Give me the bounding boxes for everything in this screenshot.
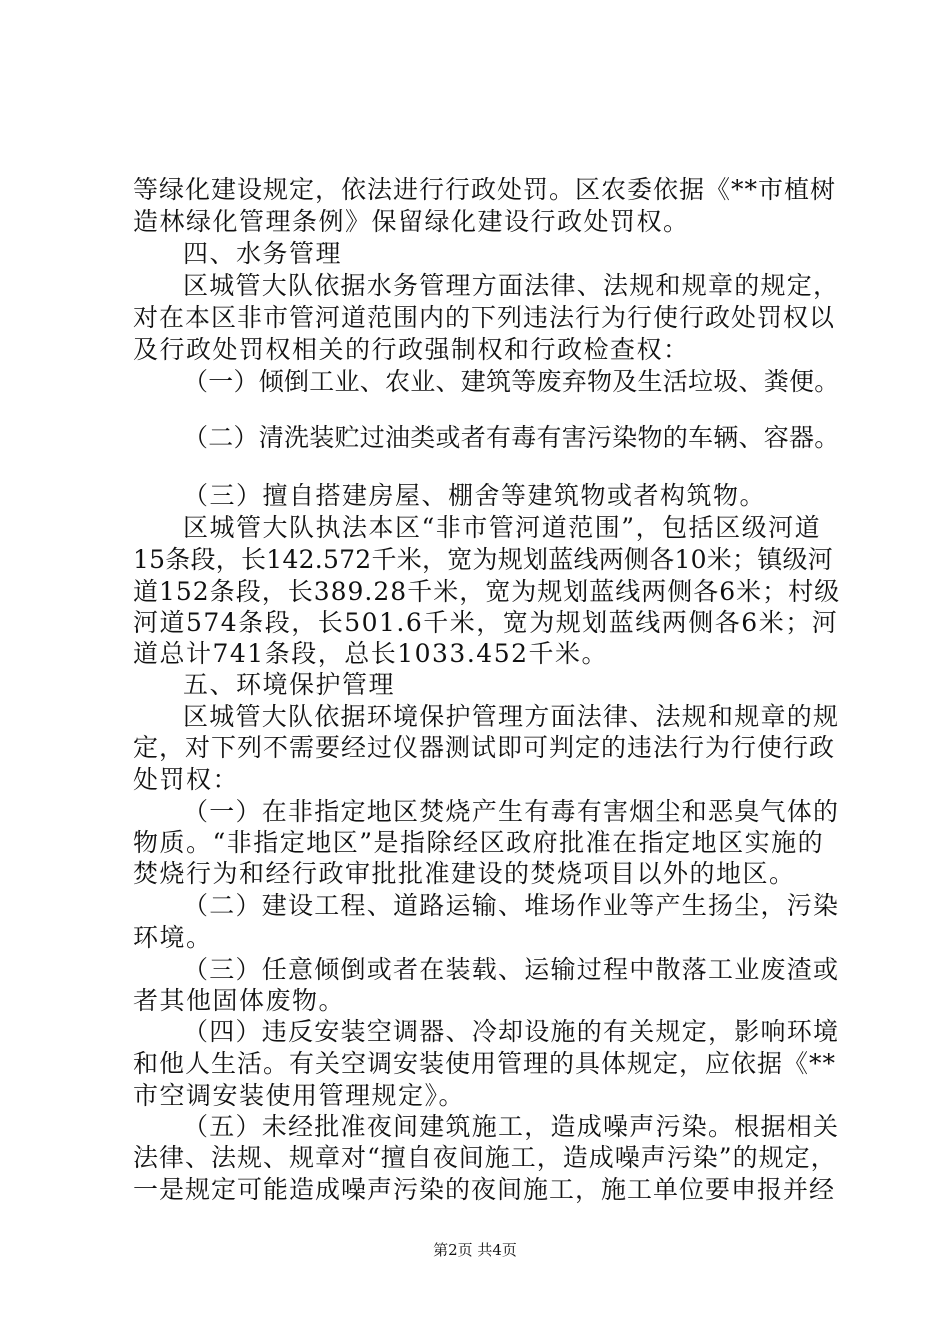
list-item: （三）任意倾倒或者在装载、运输过程中散落工业废渣或 [183,955,840,984]
paragraph-line: 环境。 [133,923,213,952]
paragraph-line: 市空调安装使用管理规定》。 [133,1081,466,1110]
paragraph-line: 焚烧行为和经行政审批批准建设的焚烧项目以外的地区。 [133,859,796,888]
section-heading-water: 四、水务管理 [183,239,343,268]
paragraph-line: 者其他固体废物。 [133,986,346,1015]
paragraph-line: 区城管大队依据水务管理方面法律、法规和规章的规定， [183,271,840,300]
list-item: （五）未经批准夜间建筑施工，造成噪声污染。根据相关 [183,1112,840,1141]
paragraph-line: 一是规定可能造成噪声污染的夜间施工，施工单位要申报并经 [133,1175,836,1204]
list-item: （三）擅自搭建房屋、棚舍等建筑物或者构筑物。 [183,481,767,510]
list-item: （四）违反安装空调器、冷却设施的有关规定，影响环境 [183,1017,840,1046]
list-item: （一）在非指定地区焚烧产生有毒有害烟尘和恶臭气体的 [183,797,840,826]
list-item: （二）清洗装贮过油类或者有毒有害污染物的车辆、容器。 [183,423,840,452]
paragraph-line: 物质。“非指定地区”是指除经区政府批准在指定地区实施的 [133,828,825,857]
paragraph-line: 区城管大队依据环境保护管理方面法律、法规和规章的规 [183,702,840,731]
paragraph-line: 对在本区非市管河道范围内的下列违法行为行使行政处罚权以 [133,303,836,332]
paragraph-line: 处罚权： [133,765,240,794]
paragraph-line: 区城管大队执法本区“非市管河道范围”，包括区级河道 [183,513,822,542]
list-item: （二）建设工程、道路运输、堆场作业等产生扬尘，污染 [183,891,840,920]
paragraph-line: 15条段，长142.572千米，宽为规划蓝线两侧各10米；镇级河 [133,545,834,574]
paragraph-line: 造林绿化管理条例》保留绿化建设行政处罚权。 [133,207,690,236]
paragraph-line: 河道574条段，长501.6千米，宽为规划蓝线两侧各6米；河 [133,608,839,637]
paragraph-line: 定，对下列不需要经过仪器测试即可判定的违法行为行使行政 [133,733,836,762]
paragraph-line: 道总计741条段，总长1033.452千米。 [133,639,609,668]
paragraph-line: 道152条段，长389.28千米，宽为规划蓝线两侧各6米；村级 [133,577,841,606]
list-item: （一）倾倒工业、农业、建筑等废弃物及生活垃圾、粪便。 [183,367,840,396]
page-number-footer: 第2页 共4页 [433,1241,517,1259]
section-heading-environment: 五、环境保护管理 [183,670,396,699]
paragraph-line: 及行政处罚权相关的行政强制权和行政检查权： [133,335,690,364]
paragraph-line: 法律、法规、规章对“擅自夜间施工，造成噪声污染”的规定， [133,1143,837,1172]
paragraph-line: 等绿化建设规定，依法进行行政处罚。区农委依据《**市植树 [133,175,837,204]
paragraph-line: 和他人生活。有关空调安装使用管理的具体规定，应依据《** [133,1049,837,1078]
